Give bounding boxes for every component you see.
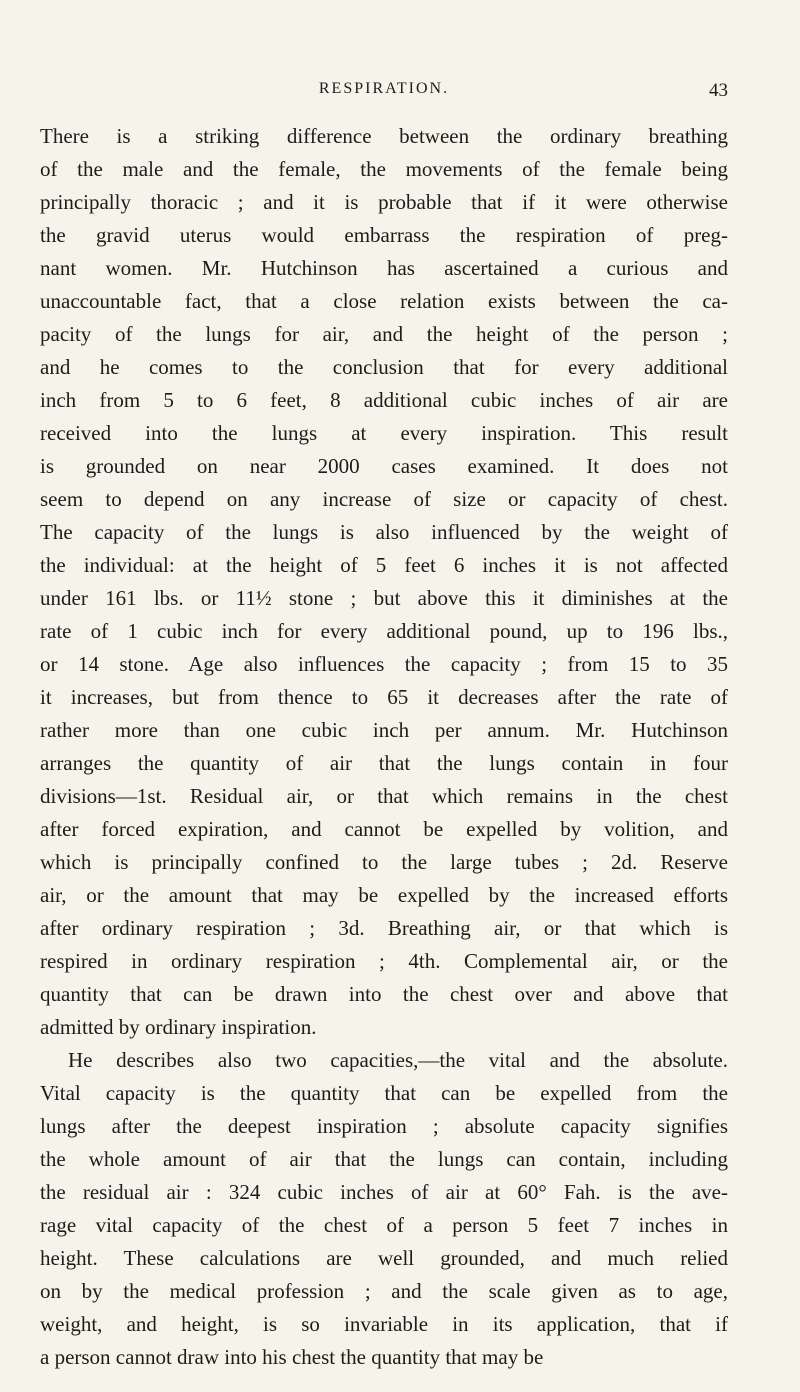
text-line: The capacity of the lungs is also influenced by the weight of xyxy=(40,520,728,544)
text-line: or 14 stone. Age also influences the capacity ; from 15 to 35 xyxy=(40,652,728,676)
text-line: rage vital capacity of the chest of a person 5 feet 7 inches in xyxy=(40,1213,728,1237)
text-line: respired in ordinary respiration ; 4th. Complemental air, or the xyxy=(40,949,728,973)
text-line: pacity of the lungs for air, and the height of the person ; xyxy=(40,322,728,346)
text-line: is grounded on near 2000 cases examined. It does not xyxy=(40,454,728,478)
text-line: unaccountable fact, that a close relation exists between the ca- xyxy=(40,289,728,313)
text-line: He describes also two capacities,—the vital and the absolute. xyxy=(68,1048,728,1072)
text-line: the gravid uterus would embarrass the respiration of preg- xyxy=(40,223,728,247)
text-line: after ordinary respiration ; 3d. Breathing air, or that which is xyxy=(40,916,728,940)
text-line: it increases, but from thence to 65 it decreases after the rate of xyxy=(40,685,728,709)
text-line: received into the lungs at every inspiration. This result xyxy=(40,421,728,445)
text-line: which is principally confined to the large tubes ; 2d. Reserve xyxy=(40,850,728,874)
text-line: the whole amount of air that the lungs can contain, including xyxy=(40,1147,728,1171)
text-line: and he comes to the conclusion that for every additional xyxy=(40,355,728,379)
text-line: under 161 lbs. or 11½ stone ; but above this it diminishes at the xyxy=(40,586,728,610)
text-line: weight, and height, is so invariable in its application, that if xyxy=(40,1312,728,1336)
text-line: lungs after the deepest inspiration ; absolute capacity signifies xyxy=(40,1114,728,1138)
text-line: rather more than one cubic inch per annum. Mr. Hutchinson xyxy=(40,718,728,742)
page-number: 43 xyxy=(709,80,728,101)
text-line: height. These calculations are well grounded, and much relied xyxy=(40,1246,728,1270)
text-line: of the male and the female, the movements of the female being xyxy=(40,157,728,181)
text-line: principally thoracic ; and it is probable that if it were otherwise xyxy=(40,190,728,214)
text-line: a person cannot draw into his chest the quantity that may be xyxy=(40,1345,544,1369)
text-line: Vital capacity is the quantity that can be expelled from the xyxy=(40,1081,728,1105)
text-line: quantity that can be drawn into the chest over and above that xyxy=(40,982,728,1006)
text-line: arranges the quantity of air that the lungs contain in four xyxy=(40,751,728,775)
text-line: inch from 5 to 6 feet, 8 additional cubic inches of air are xyxy=(40,388,728,412)
text-line: nant women. Mr. Hutchinson has ascertained a curious and xyxy=(40,256,728,280)
running-head xyxy=(40,80,728,104)
text-line: seem to depend on any increase of size or capacity of chest. xyxy=(40,487,728,511)
text-line: rate of 1 cubic inch for every additional pound, up to 196 lbs., xyxy=(40,619,728,643)
text-line: There is a striking difference between the ordinary breathing xyxy=(40,124,728,148)
text-line: on by the medical profession ; and the scale given as to age, xyxy=(40,1279,728,1303)
running-title: RESPIRATION. xyxy=(318,80,450,97)
text-line: the individual: at the height of 5 feet 6 inches it is not affected xyxy=(40,553,728,577)
text-line: admitted by ordinary inspiration. xyxy=(40,1015,317,1039)
text-line: divisions—1st. Residual air, or that which remains in the chest xyxy=(40,784,728,808)
body-text xyxy=(40,120,728,1374)
text-line: the residual air : 324 cubic inches of air at 60° Fah. is the ave- xyxy=(40,1180,728,1204)
text-line: air, or the amount that may be expelled by the increased efforts xyxy=(40,883,728,907)
text-line: after forced expiration, and cannot be expelled by volition, and xyxy=(40,817,728,841)
